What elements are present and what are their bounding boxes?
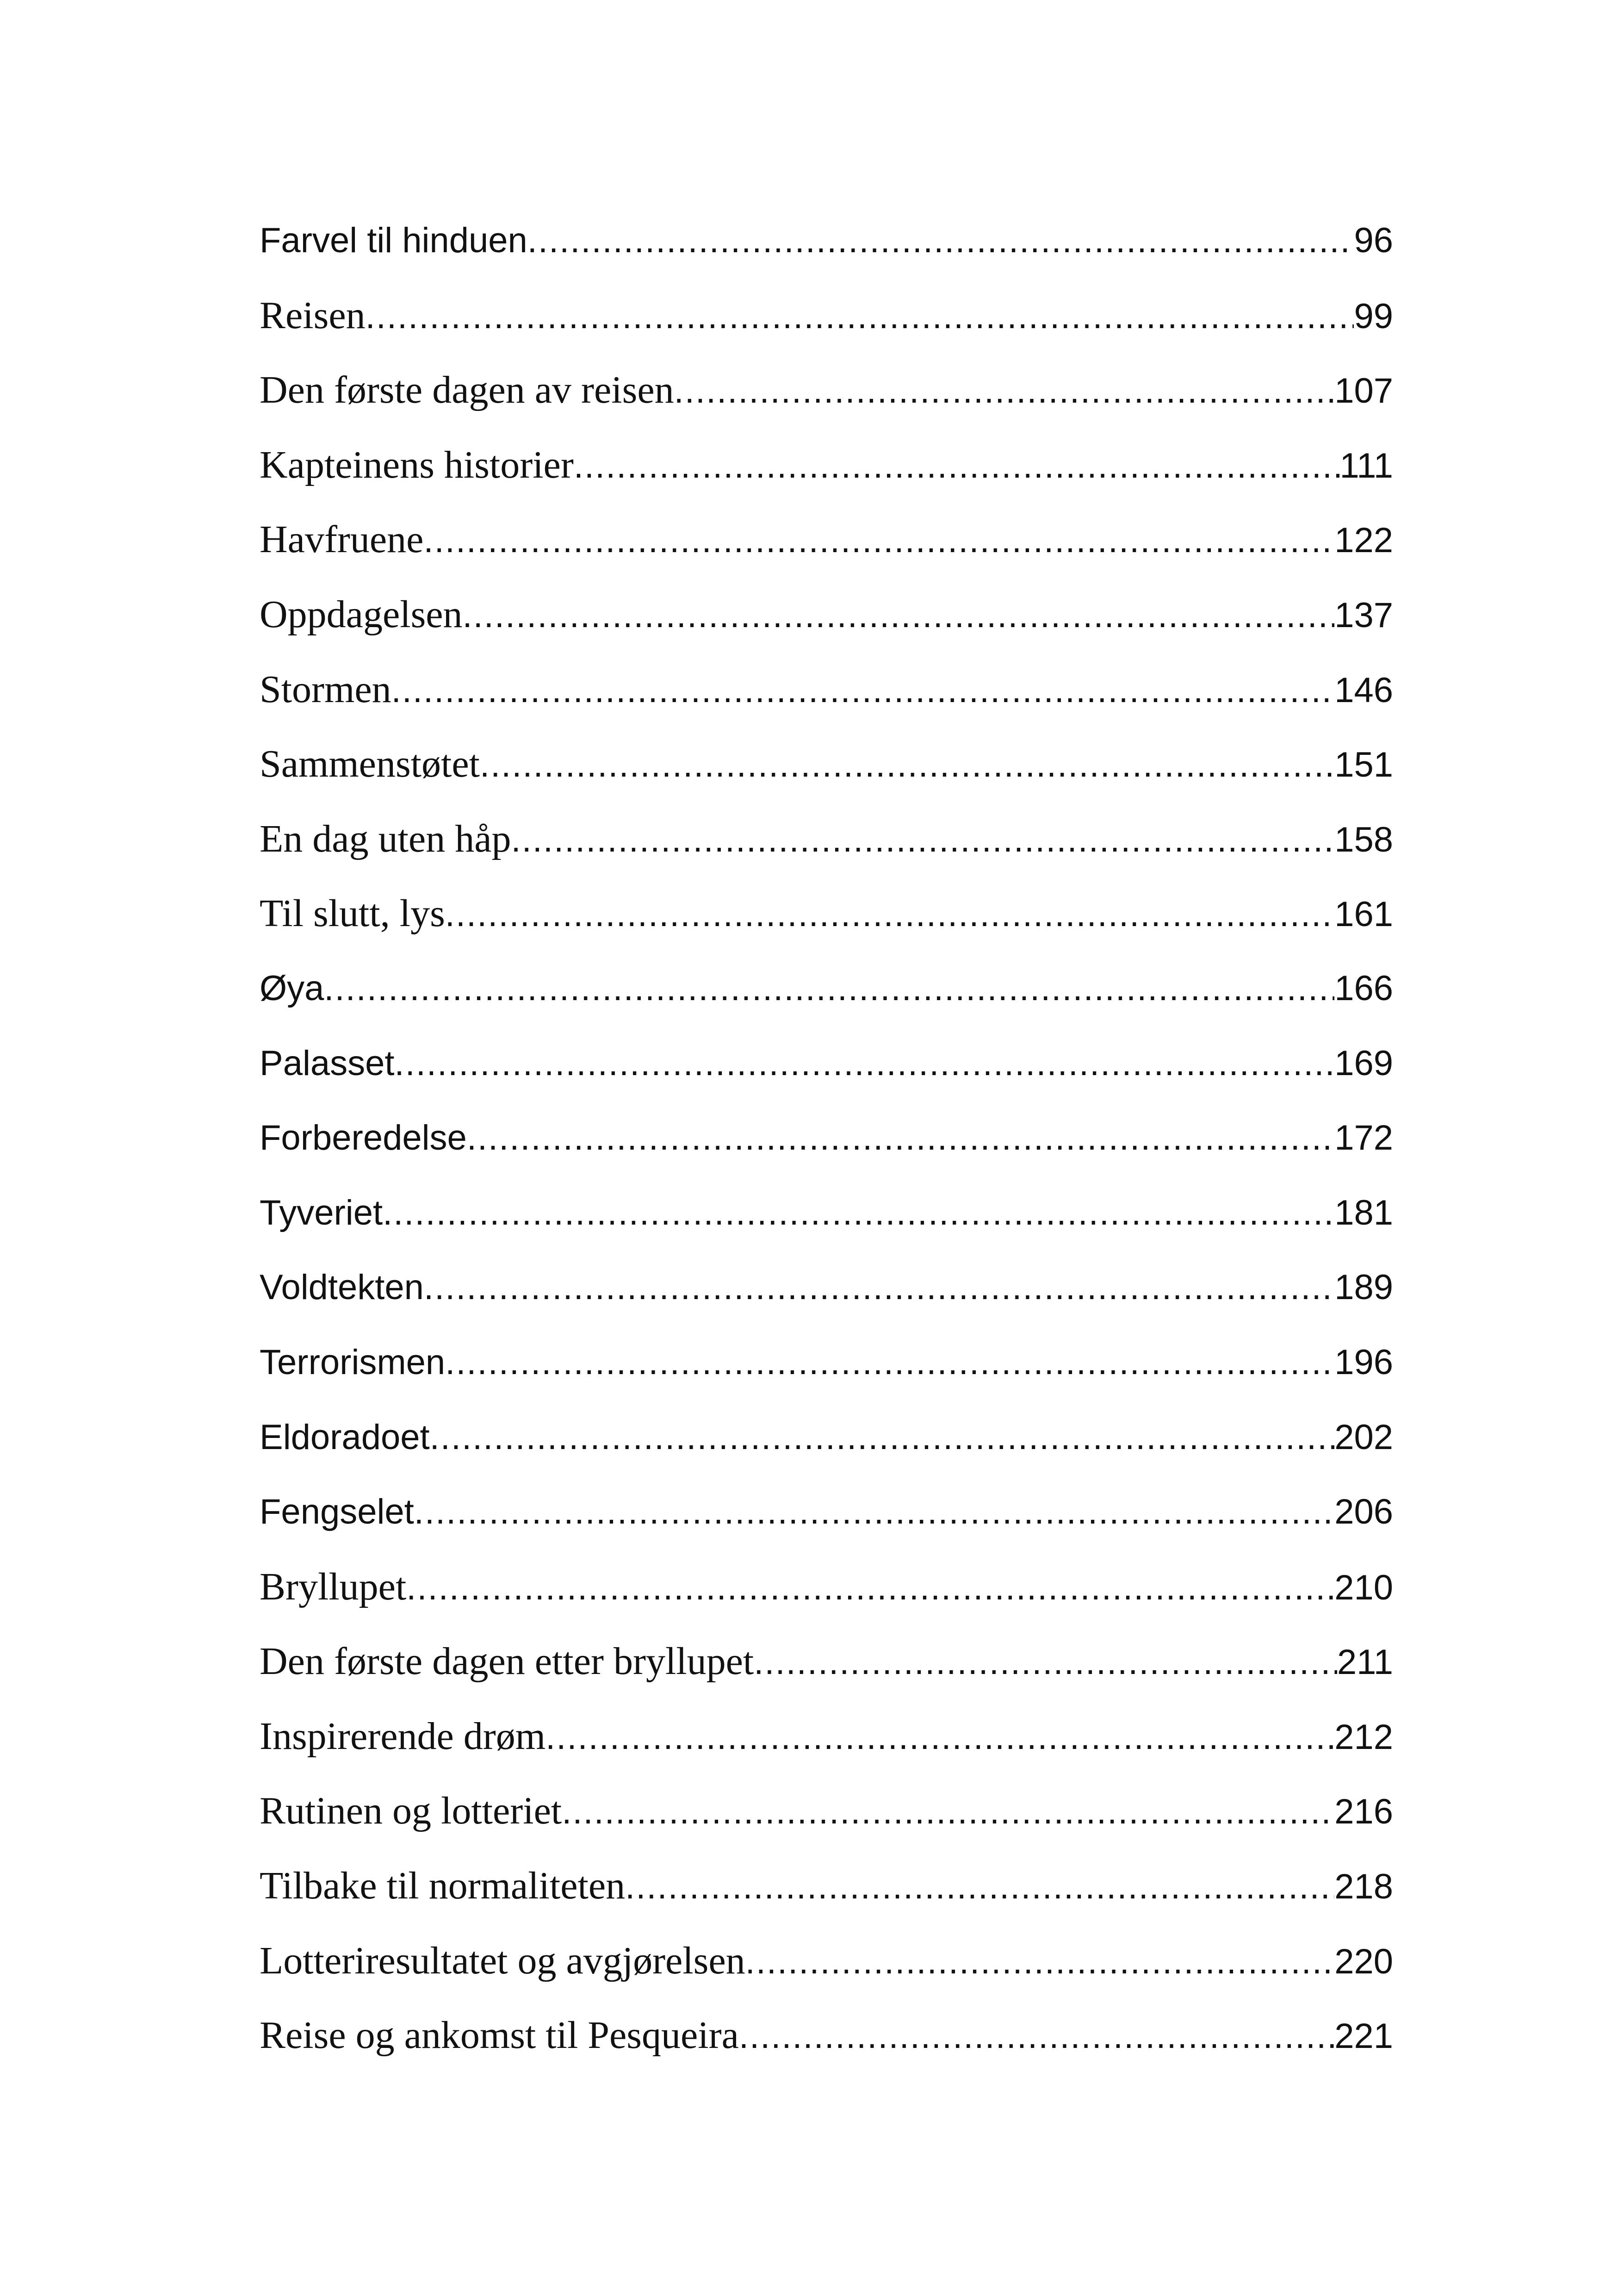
toc-entry[interactable] <box>260 1624 1393 1699</box>
toc-dot-leader <box>414 1475 1334 1549</box>
toc-entry-title: Stormen <box>260 667 391 711</box>
toc-dot-leader <box>324 951 1334 1026</box>
toc-entry[interactable] <box>260 1699 1393 1774</box>
toc-entry-page-number: 137 <box>1334 595 1393 635</box>
toc-entry-page-number: 158 <box>1334 820 1393 859</box>
toc-dot-leader <box>745 1924 1335 1999</box>
toc-entry-page-number: 189 <box>1334 1268 1393 1307</box>
toc-dot-leader <box>754 1625 1337 1700</box>
toc-entry-title: Reisen <box>260 293 366 337</box>
toc-entry-page-number: 216 <box>1334 1792 1393 1832</box>
toc-entry-title: Sammenstøtet <box>260 742 480 786</box>
toc-dot-leader <box>366 279 1354 354</box>
toc-entry-title: Terrorismen <box>260 1342 446 1382</box>
toc-entry-title: Farvel til hinduen <box>260 221 527 260</box>
toc-entry-page-number: 220 <box>1334 1941 1393 1981</box>
toc-entry-page-number: 107 <box>1334 371 1393 411</box>
toc-entry-page-number: 211 <box>1337 1643 1393 1682</box>
toc-entry-page-number: 161 <box>1334 895 1393 934</box>
toc-entry[interactable] <box>260 1176 1393 1251</box>
toc-entry-title: Bryllupet <box>260 1565 407 1608</box>
toc-entry[interactable] <box>260 1998 1393 2073</box>
toc-entry-page-number: 146 <box>1334 670 1393 710</box>
toc-entry[interactable] <box>260 577 1393 652</box>
toc-entry-page-number: 196 <box>1334 1342 1393 1382</box>
toc-entry[interactable] <box>260 1848 1393 1923</box>
toc-entry-title: Rutinen og lotteriet <box>260 1789 562 1833</box>
toc-entry[interactable] <box>260 802 1393 877</box>
toc-dot-leader <box>463 578 1335 653</box>
toc-entry-page-number: 122 <box>1334 521 1393 560</box>
toc-dot-leader <box>480 728 1334 803</box>
toc-dot-leader <box>574 429 1340 504</box>
toc-entry-page-number: 221 <box>1334 2016 1393 2056</box>
toc-dot-leader <box>430 1400 1335 1475</box>
toc-entry-title: Reise og ankomst til Pesqueira <box>260 2014 739 2057</box>
toc-entry[interactable] <box>260 428 1393 503</box>
toc-entry-title: Havfruene <box>260 518 424 561</box>
toc-dot-leader <box>406 1550 1334 1625</box>
toc-entry-title: Øya <box>260 968 324 1008</box>
toc-entry[interactable] <box>260 1250 1393 1325</box>
toc-entry-page-number: 218 <box>1334 1867 1393 1907</box>
toc-entry[interactable] <box>260 1923 1393 1998</box>
toc-dot-leader <box>674 354 1335 429</box>
toc-entry-page-number: 151 <box>1334 745 1393 785</box>
toc-dot-leader <box>527 203 1354 278</box>
toc-entry-title: Den første dagen etter bryllupet <box>260 1640 754 1683</box>
toc-dot-leader <box>424 1250 1334 1325</box>
toc-dot-leader <box>562 1774 1334 1849</box>
toc-dot-leader <box>445 1325 1334 1400</box>
toc-entry-page-number: 172 <box>1334 1118 1393 1158</box>
toc-entry-title: Kapteinens historier <box>260 443 574 486</box>
toc-entry-title: Fengselet <box>260 1492 414 1532</box>
toc-entry-title: Eldoradoet <box>260 1417 430 1457</box>
toc-dot-leader <box>445 877 1334 952</box>
toc-entry-title: En dag uten håp <box>260 817 511 860</box>
toc-entry-page-number: 206 <box>1334 1492 1393 1532</box>
toc-entry[interactable] <box>260 1400 1393 1475</box>
toc-entry-title: Til slutt, lys <box>260 892 445 935</box>
toc-entry-page-number: 96 <box>1354 221 1393 260</box>
toc-entry-page-number: 169 <box>1334 1043 1393 1083</box>
toc-dot-leader <box>511 803 1335 877</box>
toc-entry-title: Lotteriresultatet og avgjørelsen <box>260 1939 745 1982</box>
toc-entry[interactable] <box>260 353 1393 428</box>
toc-dot-leader <box>423 503 1334 578</box>
toc-entry-page-number: 202 <box>1334 1417 1393 1457</box>
toc-entry-title: Tilbake til normaliteten <box>260 1864 626 1908</box>
toc-entry[interactable] <box>260 278 1393 353</box>
toc-entry-title: Forberedelse <box>260 1118 467 1158</box>
toc-entry-title: Inspirerende drøm <box>260 1714 546 1758</box>
toc-entry[interactable] <box>260 203 1393 278</box>
toc-entry[interactable] <box>260 1101 1393 1176</box>
toc-entry-title: Voldtekten <box>260 1268 424 1307</box>
table-of-contents <box>260 203 1393 2073</box>
toc-entry-title: Tyveriet <box>260 1193 383 1232</box>
toc-entry[interactable] <box>260 502 1393 577</box>
toc-entry[interactable] <box>260 1325 1393 1400</box>
toc-dot-leader <box>395 1026 1335 1101</box>
toc-dot-leader <box>739 1999 1334 2074</box>
toc-entry-title: Palasset <box>260 1043 395 1083</box>
toc-entry-title: Den første dagen av reisen <box>260 368 674 412</box>
toc-dot-leader <box>625 1849 1334 1924</box>
toc-entry-page-number: 99 <box>1354 296 1393 336</box>
toc-dot-leader <box>546 1700 1334 1775</box>
toc-entry[interactable] <box>260 652 1393 727</box>
toc-entry[interactable] <box>260 1026 1393 1101</box>
toc-entry-page-number: 212 <box>1334 1717 1393 1757</box>
toc-entry-page-number: 166 <box>1334 968 1393 1008</box>
toc-entry[interactable] <box>260 951 1393 1026</box>
toc-entry[interactable] <box>260 727 1393 802</box>
toc-entry[interactable] <box>260 876 1393 951</box>
toc-entry-page-number: 181 <box>1334 1193 1393 1232</box>
toc-entry-page-number: 111 <box>1339 446 1393 485</box>
toc-dot-leader <box>467 1101 1334 1176</box>
toc-entry[interactable] <box>260 1549 1393 1624</box>
toc-dot-leader <box>391 653 1335 728</box>
toc-entry-title: Oppdagelsen <box>260 592 463 636</box>
toc-entry[interactable] <box>260 1773 1393 1848</box>
toc-dot-leader <box>383 1176 1334 1251</box>
toc-entry-page-number: 210 <box>1334 1568 1393 1607</box>
toc-entry[interactable] <box>260 1475 1393 1549</box>
